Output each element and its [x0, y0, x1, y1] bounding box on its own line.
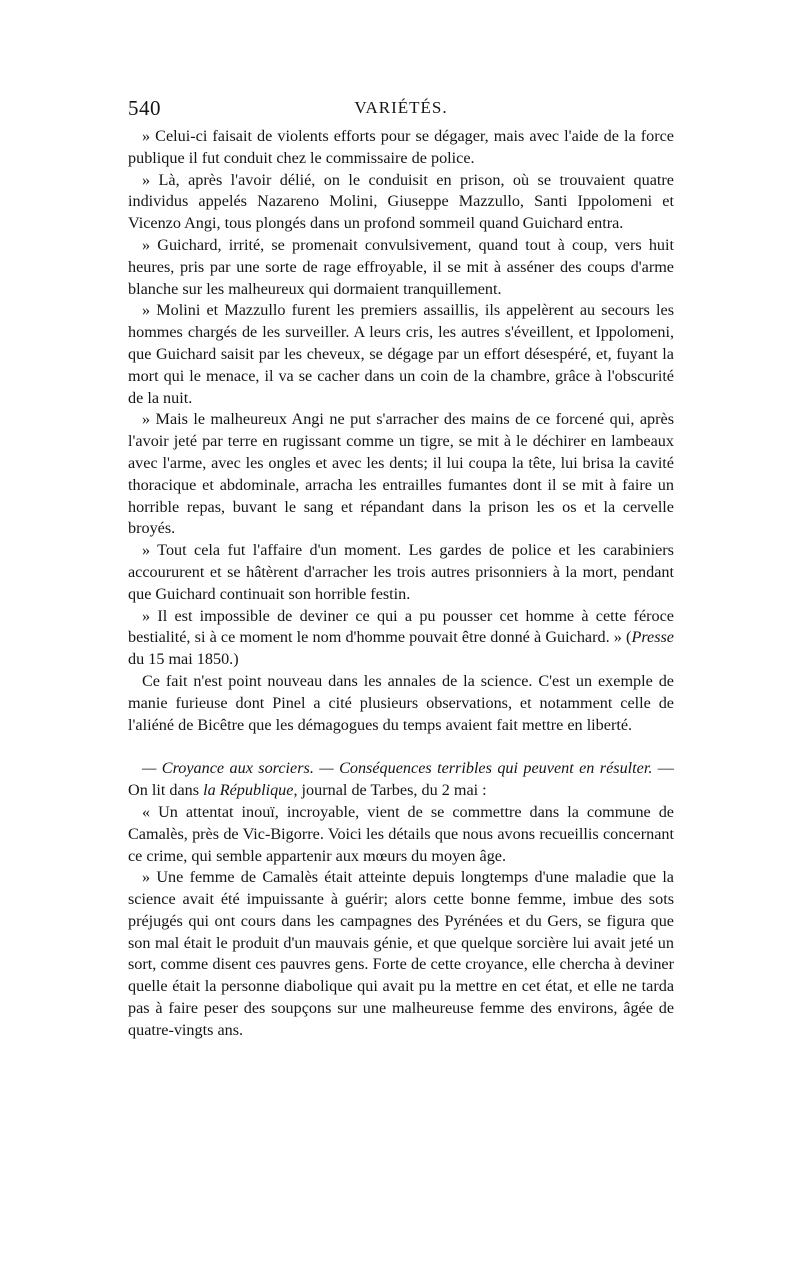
page-number: 540 [128, 96, 161, 120]
paragraph: » Celui-ci faisait de violents efforts pour se dégager, mais avec l'aide de la force publique il fut conduit chez le commissaire de police. [128, 127, 674, 167]
paragraph: » Tout cela fut l'affaire d'un moment. Les gardes de police et les carabiniers accoururent et se hâtèrent d'arracher les trois autres prisonniers à la mort, pendant que Guichard continuait son horrible festin. [128, 541, 674, 603]
paragraph: » Guichard, irrité, se promenait convulsivement, quand tout à coup, vers huit heures, pris par une sorte de rage effroyable, il se mit à asséner des coups d'arme blanche sur les malheureux qui dormaient tranquillement. [128, 235, 674, 298]
section-intro: — On lit dans [128, 759, 674, 800]
quote-end-paragraph [128, 606, 674, 671]
paragraph: » Molini et Mazzullo furent les premiers assaillis, ils appelèrent au secours les hommes chargés de les surveiller. A leurs cris, les autres s'éveillent, et Ippolomeni, que Guichard saisit par les cheveux, se dégage par un effort désespéré, et, fuyant la mort qui le menace, il va se cacher dans un coin de la chambre, grâce à l'obscurité de la nuit. [128, 301, 674, 407]
page-header [128, 96, 674, 122]
body-text [128, 126, 674, 1042]
section-title: — Croyance aux sorciers. — Conséquences terribles qui peuvent en résulter. [142, 759, 653, 778]
running-head: VARIÉTÉS. [354, 98, 448, 117]
paragraph: « Un attentat inouï, incroyable, vient de se commettre dans la commune de Camalès, près de Vic-Bigorre. Voici les détails que nous avons recueillis concernant ce crime, qui semble appartenir aux mœurs du moyen âge. [128, 802, 674, 865]
quote-source: Presse [631, 628, 674, 647]
quote-date: du 15 mai 1850.) [128, 650, 239, 669]
journal-name: la République [203, 781, 294, 800]
paragraph: » Là, après l'avoir délié, on le conduisit en prison, où se trouvaient quatre individus appelés Nazareno Molini, Giuseppe Mazzullo, Santi Ippolomeni et Vicenzo Angi, tous plongés dans un profond sommeil quand Guichard entra. [128, 170, 674, 233]
commentary-paragraph: Ce fait n'est point nouveau dans les annales de la science. C'est un exemple de manie furieuse dont Pinel a cité plusieurs observations, et notamment celle de l'aliéné de Bicêtre que les démagogues du temps avaient fait mettre en liberté. [128, 671, 674, 734]
section-heading-paragraph [128, 758, 674, 802]
section-gap [128, 736, 674, 758]
quote-end-text: » Il est impossible de deviner ce qui a pu pousser cet homme à cette féroce bestialité, si à ce moment le nom d'homme pouvait être donné à Guichard. » ( [128, 606, 674, 647]
paragraph: » Une femme de Camalès était atteinte depuis longtemps d'une maladie que la science avait été impuissante à guérir; alors cette bonne femme, imbue des sots préjugés qui ont cours dans les campagnes des Pyrénées et du Gers, se figura que son mal était le produit d'un mauvais génie, et que quelque sorcière lui avait jeté un sort, comme disent ces pauvres gens. Forte de cette croyance, elle chercha à deviner quelle était la personne diabolique qui avait pu la mettre en cet état, et elle ne tarda pas à faire peser des soupçons sur une malheureuse femme des environs, âgée de quatre-vingts ans. [128, 868, 674, 1039]
section-intro-rest: , journal de Tarbes, du 2 mai : [293, 781, 487, 800]
paragraph: » Mais le malheureux Angi ne put s'arracher des mains de ce forcené qui, après l'avoir jeté par terre en rugissant comme un tigre, se mit à le déchirer en lambeaux avec l'arme, avec les ongles et avec les dents; il lui coupa la tête, lui brisa la cavité thoracique et abdominale, arracha les entrailles fumantes dont il se mit à faire un horrible repas, buvant le sang et répandant dans la prison les os et la cervelle broyés. [128, 410, 674, 538]
